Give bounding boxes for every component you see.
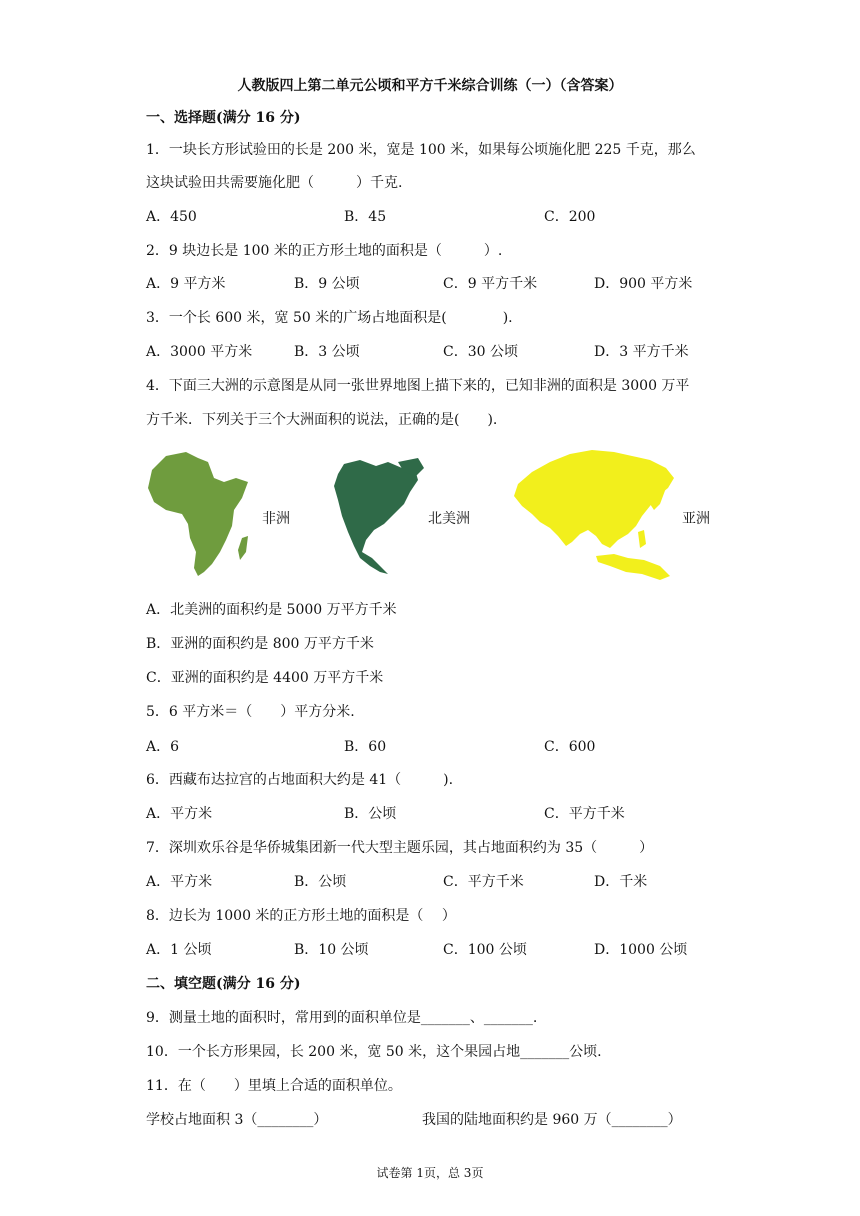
- q6-option-a: A．平方米: [146, 806, 213, 822]
- q1-option-b: B．45: [344, 209, 387, 225]
- q7-option-c: C．平方千米: [443, 874, 524, 890]
- question-1-line-2: 这块试验田共需要施化肥（ ）千克.: [146, 175, 403, 191]
- north-america-shape: [334, 460, 418, 574]
- philippines-shape: [638, 530, 646, 548]
- q1-option-a: A．450: [146, 209, 197, 225]
- question-6: 6．西藏布达拉宫的占地面积大约是 41（ ).: [146, 772, 454, 788]
- africa-shape: [148, 452, 248, 576]
- question-7: 7．深圳欢乐谷是华侨城集团新一代大型主题乐园，其占地面积约为 35（ ）: [146, 840, 654, 856]
- q3-option-c: C．30 公顷: [443, 344, 518, 360]
- q5-option-a: A．6: [146, 739, 180, 755]
- madagascar-shape: [238, 536, 248, 560]
- asia-shape: [514, 450, 674, 548]
- q8-option-b: B．10 公顷: [294, 942, 369, 958]
- question-3: 3．一个长 600 米，宽 50 米的广场占地面积是( ).: [146, 310, 513, 326]
- question-4-line-1: 4．下面三大洲的示意图是从同一张世界地图上描下来的，已知非洲的面积是 3000 万平: [146, 378, 690, 394]
- question-5: 5．6 平方米＝（ ）平方分米.: [146, 704, 355, 720]
- question-9: 9．测量土地的面积时，常用到的面积单位是_______、_______.: [146, 1010, 538, 1026]
- q4-option-c: C．亚洲的面积约是 4400 万平方千米: [146, 670, 384, 686]
- north-america-map-image: [326, 458, 424, 576]
- north-america-label: 北美洲: [428, 511, 470, 527]
- section-heading-choice: 一、选择题(满分 16 分): [146, 110, 301, 126]
- q11-blank-country: 我国的陆地面积约是 960 万（________）: [422, 1112, 682, 1128]
- q2-option-d: D．900 平方米: [594, 276, 693, 292]
- question-1-line-1: 1．一块长方形试验田的长是 200 米，宽是 100 米，如果每公顷施化肥 225 千克，那么: [146, 142, 696, 158]
- q11-blank-school: 学校占地面积 3（________）: [146, 1112, 328, 1128]
- question-10: 10．一个长方形果园，长 200 米，宽 50 米，这个果园占地_______公顷.: [146, 1044, 602, 1060]
- q5-option-b: B．60: [344, 739, 387, 755]
- indonesia-shape: [596, 554, 670, 580]
- africa-label: 非洲: [262, 511, 290, 527]
- q6-option-b: B．公顷: [344, 806, 397, 822]
- q8-option-a: A．1 公顷: [146, 942, 212, 958]
- page-title: 人教版四上第二单元公顷和平方千米综合训练（一）（含答案）: [237, 78, 623, 94]
- q8-option-d: D．1000 公顷: [594, 942, 688, 958]
- q6-option-c: C．平方千米: [544, 806, 625, 822]
- q8-option-c: C．100 公顷: [443, 942, 527, 958]
- africa-map-image: [146, 448, 254, 578]
- q3-option-d: D．3 平方千米: [594, 344, 689, 360]
- section-heading-fill-blank: 二、填空题(满分 16 分): [146, 976, 301, 992]
- q4-option-b: B．亚洲的面积约是 800 万平方千米: [146, 636, 374, 652]
- q5-option-c: C．600: [544, 739, 596, 755]
- q7-option-a: A．平方米: [146, 874, 213, 890]
- q7-option-d: D．千米: [594, 874, 648, 890]
- question-11: 11．在（ ）里填上合适的面积单位。: [146, 1078, 402, 1094]
- question-8: 8．边长为 1000 米的正方形土地的面积是（ ）: [146, 908, 456, 924]
- q2-option-b: B．9 公顷: [294, 276, 360, 292]
- q4-option-a: A．北美洲的面积约是 5000 万平方千米: [146, 602, 397, 618]
- q3-option-b: B．3 公顷: [294, 344, 360, 360]
- q2-option-c: C．9 平方千米: [443, 276, 538, 292]
- q7-option-b: B．公顷: [294, 874, 347, 890]
- question-2: 2．9 块边长是 100 米的正方形土地的面积是（ ）.: [146, 243, 503, 259]
- q2-option-a: A．9 平方米: [146, 276, 226, 292]
- q3-option-a: A．3000 平方米: [146, 344, 253, 360]
- question-4-line-2: 方千米．下列关于三个大洲面积的说法，正确的是( ).: [146, 412, 498, 428]
- page-footer: 试卷第 1页，总 3页: [376, 1166, 484, 1180]
- asia-map-image: [510, 448, 678, 586]
- q1-option-c: C．200: [544, 209, 596, 225]
- asia-label: 亚洲: [682, 511, 710, 527]
